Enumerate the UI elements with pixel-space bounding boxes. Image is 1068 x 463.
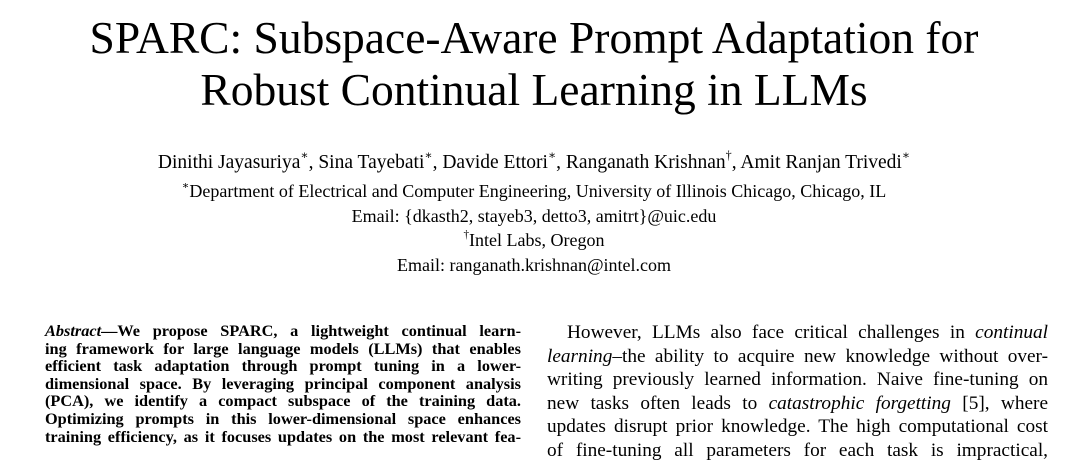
author-name: Ranganath Krishnan [565,152,726,173]
author-mark: ∗ [547,148,557,163]
paper-title [0,12,1068,116]
author-name: Sina Tayebati [318,152,425,173]
author-mark: † [725,148,732,163]
email-1: Email: {dkasth2, stayeb3, detto3, amitrt}@uic.edu [351,206,717,226]
email-2: Email: ranganath.krishnan@intel.com [397,255,671,275]
affiliation-text: Intel Labs, Oregon [469,230,605,250]
author-list: Dinithi Jayasuriya∗, Sina Tayebati∗, Davide Ettori∗, Ranganath Krishnan†, Amit Ranjan Trivedi∗ [157,148,911,173]
body-line: of fine-tuning all parameters for each task is impractical, [547,439,1048,461]
affiliation-text: Department of Electrical and Computer Engineering, University of Illinois Chicago, Chicago, IL [189,181,887,201]
abstract-dash: — [101,321,118,340]
abstract-line: efficient task adaptation through prompt tuning in a lower- [45,356,521,376]
affiliation-2 [0,229,1068,251]
abstract-line: Abstract—We propose SPARC, a lightweight continual learn- [45,321,521,340]
affiliation-mark: † [463,228,470,241]
body-line: updates disrupt prior knowledge. The high computational cost [547,416,1048,438]
abstract-line: (PCA), we identify a compact subspace of the training data. [45,391,521,411]
body-line: new tasks often leads to catastrophic forgetting [5], where [547,392,1049,414]
author-name: Amit Ranjan Trivedi [740,152,902,173]
abstract [45,322,521,445]
abstract-label: Abstract [45,321,102,340]
body-line: writing previously learned information. Naive fine-tuning on [547,369,1048,391]
author-mark: ∗ [424,148,433,163]
affiliation-mark: ∗ [181,179,190,192]
abstract-line: Optimizing prompts in this lower-dimensional space enhances [45,408,521,428]
affiliation-1 [0,180,1068,202]
author-mark: ∗ [300,148,309,163]
author-name: Dinithi Jayasuriya [157,152,301,173]
title-line-1: SPARC: Subspace-Aware Prompt Adaptation for [89,12,979,63]
abstract-line: training efficiency, as it focuses updates on the most relevant fea- [45,426,521,446]
abstract-line: ing framework for large language models (LLMs) that enables [45,338,521,358]
body-line: learning–the ability to acquire new knowledge without over- [547,345,1048,367]
abstract-line: dimensional space. By leveraging principal component analysis [45,373,521,393]
introduction-text [547,321,1048,463]
title-line-2: Robust Continual Learning in LLMs [200,64,868,115]
author-mark: ∗ [901,148,911,163]
author-name: Davide Ettori [442,152,548,173]
body-line: However, LLMs also face critical challenges in continual [567,322,1048,343]
